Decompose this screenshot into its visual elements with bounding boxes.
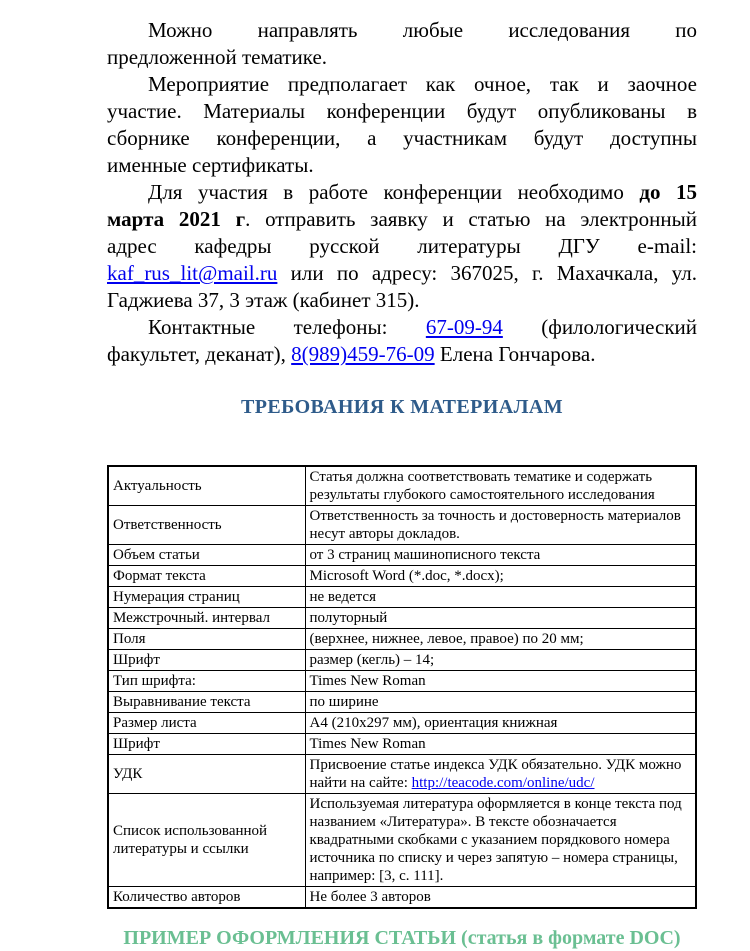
row-label-cell: Тип шрифта:: [108, 671, 305, 692]
text-run: полуторный: [309, 610, 388, 626]
text-line: [107, 287, 697, 314]
row-value-cell: [305, 755, 696, 794]
text-line: [107, 98, 697, 125]
phone-link-2[interactable]: 8(989)459-76-09: [291, 342, 435, 366]
text-run: А4 (210х297 мм), ориентация книжная: [309, 715, 558, 731]
paragraph: [107, 314, 697, 368]
text-run: участие. Материалы конференции будут опубликованы в: [107, 99, 697, 123]
table-row: [108, 650, 696, 671]
table-row: [108, 608, 696, 629]
row-value-cell: [305, 692, 696, 713]
text-run: Times New Roman: [309, 673, 426, 689]
text-run: Контактные телефоны:: [148, 315, 426, 339]
table-row: [108, 466, 696, 506]
row-value-cell: [305, 713, 696, 734]
bold-text-run: до 15: [639, 180, 698, 204]
row-label-cell: Ответственность: [108, 506, 305, 545]
text-line: [107, 341, 697, 368]
table-row: [108, 887, 696, 909]
row-label-cell: Межстрочный. интервал: [108, 608, 305, 629]
row-value-cell: [305, 629, 696, 650]
text-run: (верхнее, нижнее, левое, правое) по 20 мм;: [309, 631, 584, 647]
table-row: [108, 713, 696, 734]
text-run: по ширине: [309, 694, 379, 710]
text-run: предложенной тематике.: [107, 45, 328, 69]
row-value-cell: [305, 650, 696, 671]
requirements-table-body: [108, 466, 696, 908]
text-run: не ведется: [309, 589, 376, 605]
row-value-cell: [305, 671, 696, 692]
email-link[interactable]: kaf_rus_lit@mail.ru: [107, 261, 278, 285]
udc-link[interactable]: http://teacode.com/online/udc/: [411, 775, 595, 791]
text-line: [107, 206, 697, 233]
section-heading: ТРЕБОВАНИЯ К МАТЕРИАЛАМ: [240, 396, 563, 418]
paragraph: [107, 17, 697, 71]
text-line: [107, 152, 697, 179]
text-run: или по адресу: 367025, г. Махачкала, ул.: [277, 261, 697, 285]
text-run: Не более 3 авторов: [309, 889, 431, 905]
text-run: Статья должна соответствовать тематике и содержать результаты глубокого самостоятельного исследования: [309, 469, 655, 503]
row-label-cell: Количество авторов: [108, 887, 305, 909]
table-row: [108, 794, 696, 887]
text-line: [107, 314, 697, 341]
text-line: [107, 179, 697, 206]
row-value-cell: [305, 587, 696, 608]
paragraph: [107, 71, 697, 179]
text-run: Мероприятие предполагает как очное, так и заочное: [148, 72, 697, 96]
row-value-cell: [305, 608, 696, 629]
text-run: Ответственность за точность и достоверность материалов несут авторы докладов.: [309, 508, 681, 542]
table-row: [108, 545, 696, 566]
table-row: [108, 755, 696, 794]
text-run: сборнике конференции, а участникам будут доступны: [107, 126, 697, 150]
row-label-cell: Размер листа: [108, 713, 305, 734]
phone-link-1[interactable]: 67-09-94: [425, 315, 503, 339]
row-value-cell: [305, 545, 696, 566]
text-run: Microsoft Word (*.doc, *.docx);: [309, 568, 504, 584]
row-value-cell: [305, 734, 696, 755]
text-run: Елена Гончарова.: [434, 342, 596, 366]
row-label-cell: Формат текста: [108, 566, 305, 587]
row-label-cell: Нумерация страниц: [108, 587, 305, 608]
row-value-cell: [305, 887, 696, 909]
text-run: факультет, деканат),: [107, 342, 292, 366]
text-line: [107, 233, 697, 260]
text-run: (филологический: [502, 315, 698, 339]
bottom-heading-partial: ПРИМЕР ОФОРМЛЕНИЯ СТАТЬИ (статья в формате DOC): [123, 927, 681, 949]
text-run: Присвоение статье индекса УДК обязательно. УДК можно найти на сайте:: [309, 757, 682, 791]
row-value-cell: [305, 506, 696, 545]
table-row: [108, 506, 696, 545]
requirements-table: [107, 465, 697, 909]
table-row: [108, 587, 696, 608]
text-line: [107, 44, 697, 71]
table-row: [108, 629, 696, 650]
text-run: Гаджиева 37, 3 этаж (кабинет 315).: [107, 288, 420, 312]
row-value-cell: [305, 466, 696, 506]
row-label-cell: Объем статьи: [108, 545, 305, 566]
paragraph: [107, 179, 697, 314]
bold-text-run: марта 2021 г: [107, 207, 246, 231]
text-line: [107, 71, 697, 98]
text-run: Можно направлять любые исследования по: [148, 18, 697, 42]
text-run: Используемая литература оформляется в конце текста под названием «Литература». В тексте обозначается квадратными скобками с указанием порядкового номера источника по списку и через запятую – номера страницы, например: [3, с. 111].: [309, 796, 682, 884]
text-run: Times New Roman: [309, 736, 426, 752]
row-value-cell: [305, 794, 696, 887]
table-row: [108, 566, 696, 587]
text-line: [107, 260, 697, 287]
text-line: [107, 125, 697, 152]
row-label-cell: Выравнивание текста: [108, 692, 305, 713]
table-row: [108, 671, 696, 692]
row-label-cell: Шрифт: [108, 650, 305, 671]
row-label-cell: Поля: [108, 629, 305, 650]
text-line: [107, 17, 697, 44]
text-run: адрес кафедры русской литературы ДГУ e-mail:: [107, 234, 697, 258]
row-value-cell: [305, 566, 696, 587]
table-row: [108, 734, 696, 755]
text-run: от 3 страниц машинописного текста: [309, 547, 541, 563]
text-run: Для участия в работе конференции необходимо: [148, 180, 640, 204]
row-label-cell: Актуальность: [108, 466, 305, 506]
table-row: [108, 692, 696, 713]
text-run: именные сертификаты.: [107, 153, 314, 177]
row-label-cell: Список использованной литературы и ссылки: [108, 794, 305, 887]
text-run: размер (кегль) – 14;: [309, 652, 435, 668]
text-run: . отправить заявку и статью на электронный: [245, 207, 698, 231]
row-label-cell: Шрифт: [108, 734, 305, 755]
row-label-cell: УДК: [108, 755, 305, 794]
